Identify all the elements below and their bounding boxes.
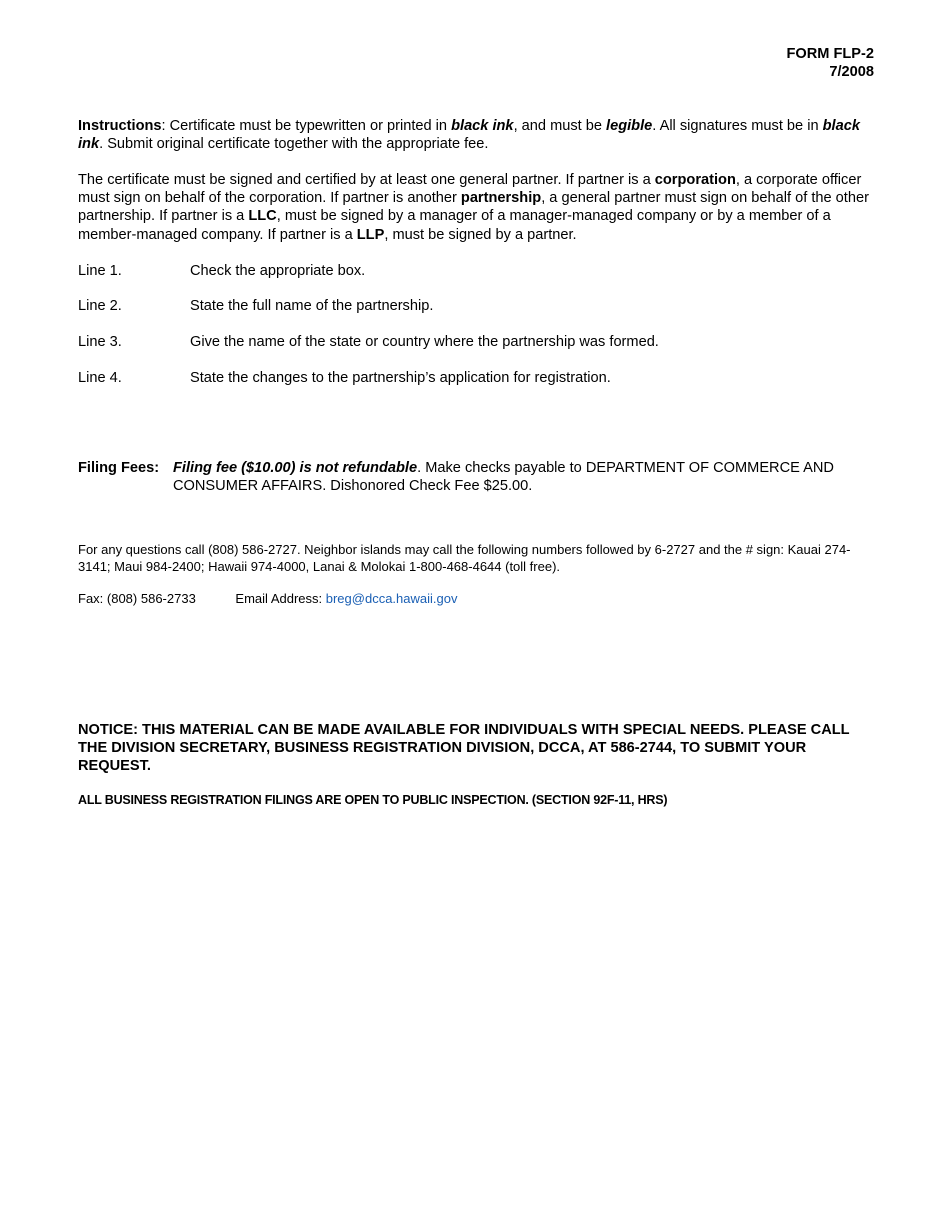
certification-paragraph <box>78 171 878 244</box>
certification-term: corporation <box>654 172 736 188</box>
filing-fees-section <box>78 459 878 495</box>
certification-term: partnership <box>460 190 542 207</box>
filing-fees-text: . Make checks payable to DEPARTMENT OF COMMERCE AND CONSUMER AFFAIRS. Dishonored Check Fee $25.00. <box>173 460 834 495</box>
filing-fees-emphasis: Filing fee ($10.00) is not refundable <box>173 460 418 476</box>
line-label: Line 2. <box>78 298 122 314</box>
instructions-paragraph <box>78 117 878 153</box>
form-date: 7/2008 <box>829 64 874 80</box>
email-label: Email Address: <box>235 591 323 606</box>
instructions-emphasis: black ink <box>451 118 514 134</box>
line-text: Give the name of the state or country where the partnership was formed. <box>190 334 659 350</box>
contact-line <box>78 591 457 608</box>
certification-text: , must be signed by a partner. <box>384 226 577 243</box>
line-text: Check the appropriate box. <box>190 263 366 279</box>
line-label: Line 3. <box>78 334 122 350</box>
public-inspection-notice: ALL BUSINESS REGISTRATION FILINGS ARE OPEN TO PUBLIC INSPECTION. (SECTION 92F-11, HRS) <box>78 793 668 807</box>
line-text: State the full name of the partnership. <box>190 298 434 314</box>
instructions-text: : Certificate must be typewritten or printed in <box>161 118 452 134</box>
line-label: Line 1. <box>78 263 122 279</box>
instructions-text: , and must be <box>513 118 607 134</box>
certification-text: The certificate must be signed and certified by at least one general partner. If partner is a <box>78 172 655 188</box>
instructions-emphasis: legible <box>606 118 653 134</box>
line-label: Line 4. <box>78 370 122 386</box>
form-identifier <box>786 45 874 81</box>
filing-fees-body <box>173 459 878 495</box>
email-link[interactable]: breg@dcca.hawaii.gov <box>325 591 458 606</box>
certification-term: LLP <box>356 226 385 243</box>
line-text: State the changes to the partnership’s application for registration. <box>190 370 611 386</box>
certification-term: LLC <box>248 208 277 225</box>
certification-text: , a corporate officer must sign on behalf of the corporation. If partner is another <box>78 172 862 207</box>
instructions-text: . All signatures must be in <box>652 118 823 134</box>
instructions-label: Instructions <box>78 118 162 134</box>
certification-text: , a general partner must sign on behalf of the other partnership. If partner is a <box>78 190 869 225</box>
questions-paragraph: For any questions call (808) 586-2727. Neighbor islands may call the following numbers followed by 6-2727 and the # sign: Kauai 274-3141; Maui 984-2400; Hawaii 974-4000, Lanai & Molokai 1-800-468-4644 (toll free). <box>78 542 851 574</box>
certification-text: , must be signed by a manager of a manager-managed company or by a member of a member-managed company. If partner is a <box>78 208 831 243</box>
filing-fees-label: Filing Fees: <box>78 460 160 476</box>
instructions-emphasis: black ink <box>78 118 860 153</box>
fax-number: Fax: (808) 586-2733 <box>78 591 196 606</box>
instructions-text: . Submit original certificate together with the appropriate fee. <box>99 136 489 153</box>
form-number: FORM FLP-2 <box>786 46 874 62</box>
special-needs-notice: NOTICE: THIS MATERIAL CAN BE MADE AVAILABLE FOR INDIVIDUALS WITH SPECIAL NEEDS. PLEASE CALL THE DIVISION SECRETARY, BUSINESS REGISTRATION DIVISION, DCCA, AT 586-2744, TO SUBMIT YOUR REQUEST. <box>78 722 850 775</box>
